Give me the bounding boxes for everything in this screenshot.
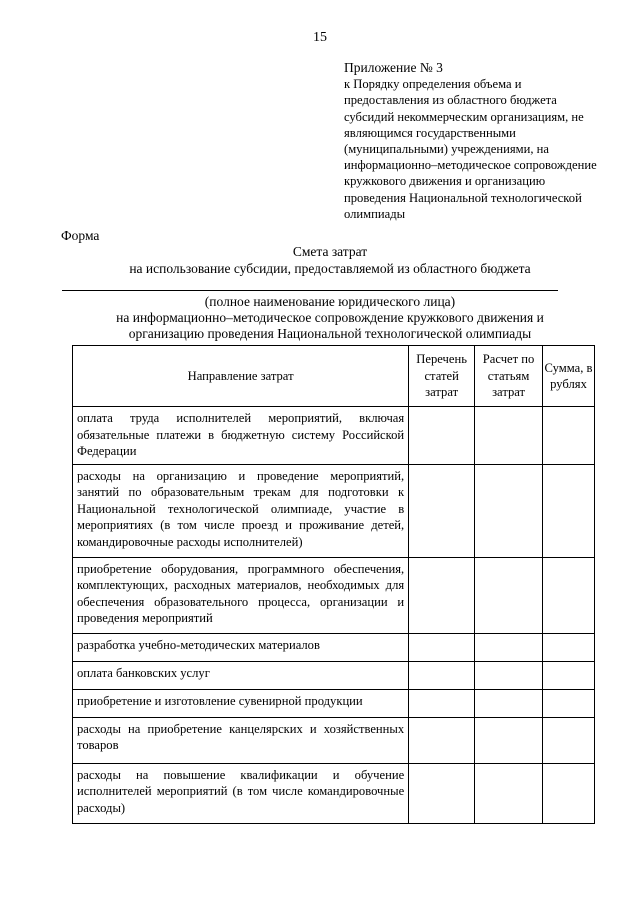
table-row	[73, 633, 595, 661]
calc-cell	[475, 689, 543, 717]
page-number: 15	[313, 30, 327, 45]
table-row	[73, 661, 595, 689]
list-cell	[409, 633, 475, 661]
calc-cell	[475, 661, 543, 689]
row-description: расходы на организацию и проведение мероприятий, занятий по образовательным трекам для подготовки к Национальной технологической олимпиаде, участие в мероприятиях (в том числе проезд и проживание детей, командировочные расходы исполнителей)	[73, 464, 409, 557]
list-cell	[409, 407, 475, 465]
document-title: Смета затрат	[292, 244, 368, 259]
list-cell	[409, 661, 475, 689]
header-sum: Сумма, в рублях	[543, 346, 595, 407]
table-row	[73, 407, 595, 465]
table-header-row	[73, 346, 595, 407]
sum-cell	[543, 633, 595, 661]
sum-cell	[543, 763, 595, 823]
purpose-line-2: организацию проведения Национальной технологической олимпиады	[128, 326, 532, 341]
sum-cell	[543, 464, 595, 557]
row-description: приобретение оборудования, программного обеспечения, комплектующих, расходных материалов, необходимых для обеспечения образовательного процесса, организации и проведения мероприятий	[73, 557, 409, 633]
calc-cell	[475, 763, 543, 823]
table-row	[73, 763, 595, 823]
row-description: расходы на повышение квалификации и обучение исполнителей мероприятий (в том числе командировочные расходы)	[73, 763, 409, 823]
list-cell	[409, 557, 475, 633]
list-cell	[409, 763, 475, 823]
appendix-block	[344, 60, 606, 222]
purpose-line-1: на информационно–методическое сопровождение кружкового движения и	[116, 310, 544, 325]
sum-cell	[543, 717, 595, 763]
header-calc: Расчет по статьям затрат	[475, 346, 543, 407]
document-subtitle: на использование субсидии, предоставляемой из областного бюджета	[129, 261, 531, 276]
row-description: приобретение и изготовление сувенирной продукции	[73, 689, 409, 717]
form-label: Форма	[61, 228, 100, 243]
row-description: расходы на приобретение канцелярских и хозяйственных товаров	[73, 717, 409, 763]
appendix-title: Приложение № 3	[344, 60, 443, 75]
table-row	[73, 717, 595, 763]
table-row	[73, 464, 595, 557]
sum-cell	[543, 557, 595, 633]
organization-caption: (полное наименование юридического лица)	[204, 294, 456, 309]
header-direction: Направление затрат	[73, 346, 409, 407]
list-cell	[409, 717, 475, 763]
row-description: оплата труда исполнителей мероприятий, включая обязательные платежи в бюджетную систему Российской Федерации	[73, 407, 409, 465]
calc-cell	[475, 717, 543, 763]
calc-cell	[475, 407, 543, 465]
row-description: оплата банковских услуг	[73, 661, 409, 689]
list-cell	[409, 689, 475, 717]
appendix-text: к Порядку определения объема и предоставления из областного бюджета субсидий некоммерческим организациям, не являющимся государственными (муниципальными) учреждениями, на информационно–методическое сопровождение кружкового движения и организацию проведения Национальной технологической олимпиады	[344, 77, 597, 221]
list-cell	[409, 464, 475, 557]
calc-cell	[475, 633, 543, 661]
sum-cell	[543, 689, 595, 717]
table-row	[73, 689, 595, 717]
calc-cell	[475, 464, 543, 557]
table-row	[73, 557, 595, 633]
calc-cell	[475, 557, 543, 633]
header-list: Перечень статей затрат	[409, 346, 475, 407]
row-description: разработка учебно-методических материалов	[73, 633, 409, 661]
sum-cell	[543, 407, 595, 465]
cost-table	[72, 345, 595, 824]
sum-cell	[543, 661, 595, 689]
organization-name-line	[62, 290, 558, 291]
